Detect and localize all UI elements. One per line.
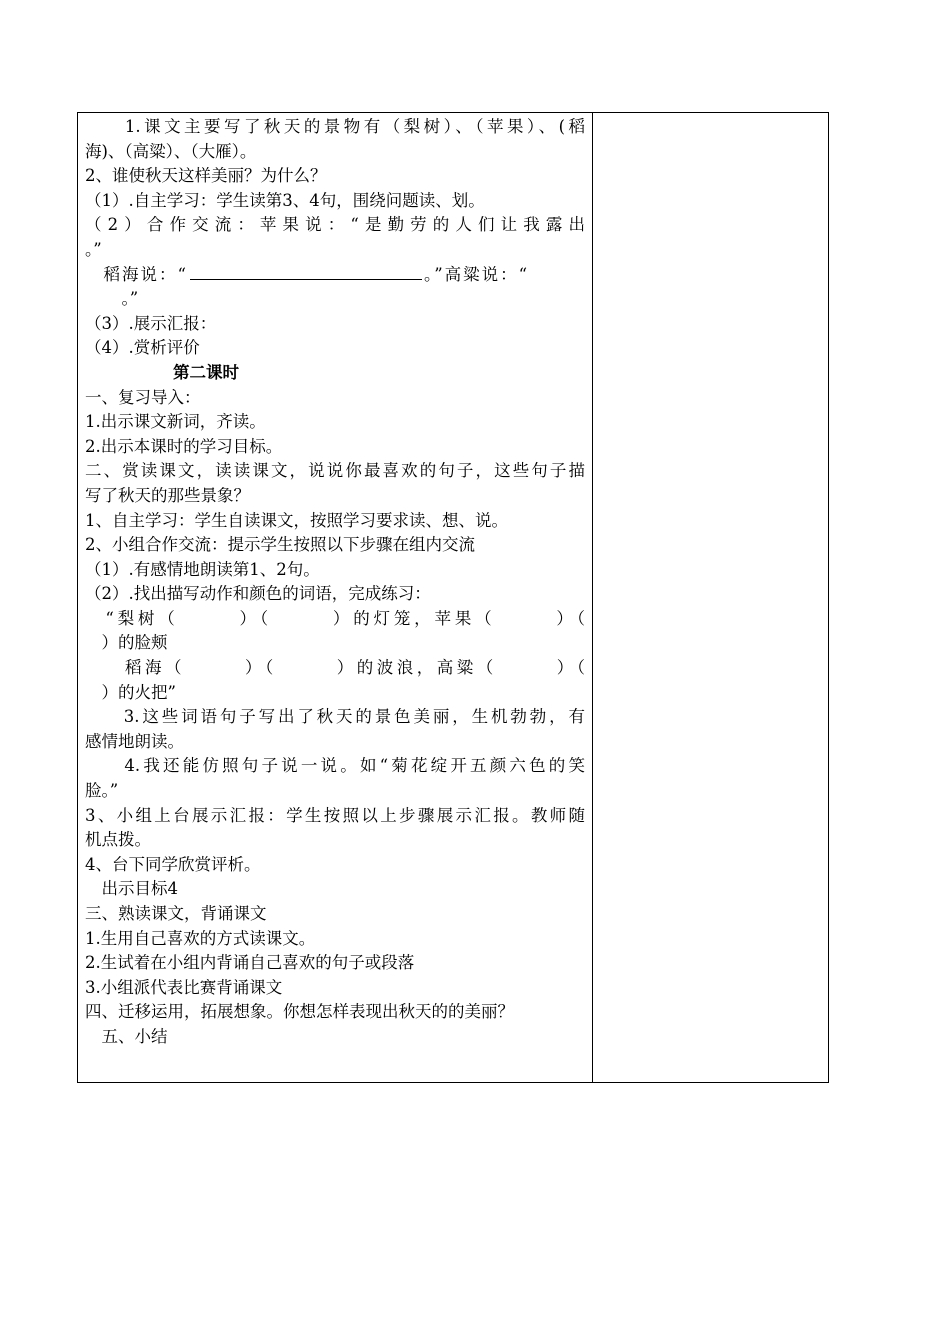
fill-in-line [85, 263, 585, 288]
text-line: 2.生试着在小组内背诵自己喜欢的句子或段落 [85, 953, 415, 973]
text-line: 1、自主学习：学生自读课文，按照学习要求读、想、说。 [85, 510, 508, 530]
section-heading: 第二课时 [173, 362, 239, 382]
text-line: 海)、（高粱）、（大雁）。 [85, 141, 257, 161]
text-line: 3、小组上台展示汇报：学生按照以上步骤展示汇报。教师随 [85, 805, 585, 825]
text-line: 4、台下同学欣赏评析。 [85, 854, 261, 874]
text-line: 一、复习导入： [85, 387, 201, 407]
text-line: 脸。” [85, 781, 119, 801]
text-line: 五、小结 [85, 1026, 168, 1046]
text-line: 2.出示本课时的学习目标。 [85, 436, 283, 456]
text-line: 1.出示课文新词，齐读。 [85, 412, 266, 432]
text-line: （3）.展示汇报： [85, 313, 217, 333]
text-line: 2、谁使秋天这样美丽？为什么？ [85, 166, 327, 186]
text-line: 感情地朗读。 [85, 731, 184, 751]
text-line: 二、赏读课文，读读课文，说说你最喜欢的句子，这些句子描 [85, 461, 585, 481]
text-line: 。” [85, 239, 102, 259]
text-line: 机点拨。 [85, 830, 151, 850]
column-divider [592, 113, 593, 1082]
answer-blank [190, 263, 422, 280]
text-line: 4.我还能仿照句子说一说。如“菊花绽开五颜六色的笑 [85, 756, 585, 776]
lesson-content-column [85, 115, 585, 1050]
text-line: （2）.找出描写动作和颜色的词语，完成练习： [85, 584, 431, 604]
text-line: 三、熟读课文，背诵课文 [85, 904, 267, 923]
text-line: 写了秋天的那些景象？ [85, 485, 250, 505]
text-line: 3.这些词语句子写出了秋天的景色美丽，生机勃勃，有 [85, 707, 585, 727]
text-line: （1）.自主学习：学生读第3、4句，围绕问题读、划。 [85, 190, 485, 210]
text-line: 3.小组派代表比赛背诵课文 [85, 977, 283, 997]
lesson-plan-table [77, 112, 829, 1083]
text-line: 1.生用自己喜欢的方式读课文。 [85, 928, 316, 948]
text-line: 稻海（ ）（ ）的波浪，高粱（ ）（ [85, 658, 585, 678]
text-line: 1.课文主要写了秋天的景物有（梨树）、（苹果）、(稻 [85, 117, 585, 136]
text-line: 出示目标4 [85, 879, 178, 899]
text-fragment: 。”高粱说：“ [423, 264, 530, 284]
text-line: （2）合作交流：苹果说：“是勤劳的人们让我露出 [85, 215, 585, 235]
text-line: （1）.有感情地朗读第1、2句。 [85, 559, 320, 579]
text-fragment: 稻海说：“ [85, 264, 188, 284]
text-line: ）的脸颊 [85, 633, 168, 653]
text-line: 。” [105, 289, 139, 309]
text-line: 2、小组合作交流：提示学生按照以下步骤在组内交流 [85, 535, 475, 555]
text-line: ）的火把” [85, 682, 176, 702]
text-line: “梨树（ ）（ ）的灯笼，苹果（ ）（ [85, 608, 585, 628]
text-line: 四、迁移运用，拓展想象。你想怎样表现出秋天的的美丽？ [85, 1002, 514, 1022]
text-line: （4）.赏析评价 [85, 338, 200, 358]
